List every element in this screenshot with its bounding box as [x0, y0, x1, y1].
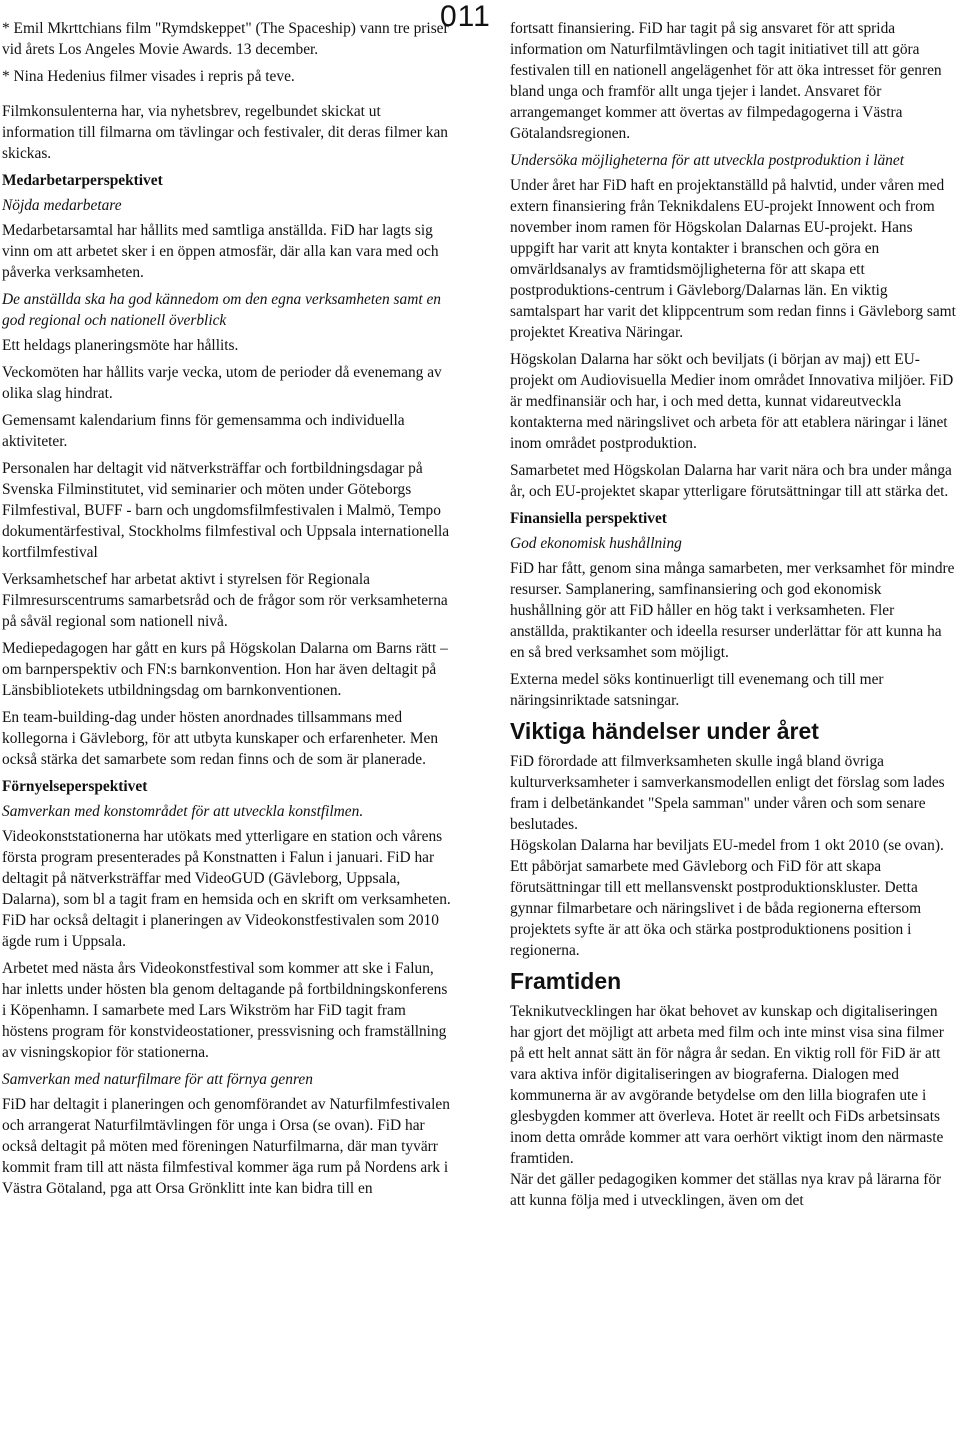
body-paragraph: Under året har FiD haft en projektanställd på halvtid, under våren med extern finansiering från Teknikdalens EU-projekt Innowent och from november inom ramen för Högskolan Dalarnas EU-projekt. Hans uppgift har varit att knyta kontakter i branschen och göra en omvärldsanalys av framtidsmöjligheterna för att skapa ett postproduktions-centrum i Gävleborg/Dalarnas län. En viktig samtalspart har varit det klippcentrum som redan finns i Gävleborg samt projektet Kreativa Näringar.: [510, 177, 956, 341]
body-paragraph: Medarbetarsamtal har hållits med samtliga anställda. FiD har lagts sig vinn om att arbetet sker i en öppen atmosfär, där alla kan vara med och påverka verksamheten.: [2, 222, 439, 281]
right-column: [510, 18, 956, 1211]
body-paragraph: Videokonststationerna har utökats med ytterligare en station och vårens första program presenterades på Konstnatten i Falun i januari. FiD har deltagit på nätverksträffar med VideoGUD (Gävleborg, Uppsala, Dalarna), som bl a tagit fram en hemsida och en skrift om verksamheten. FiD har också deltagit i planeringen av Videokonstfestivalen som 2010 ägde rum i Uppsala.: [2, 828, 451, 950]
body-paragraph: FiD har fått, genom sina många samarbeten, mer verksamhet för mindre resurser. Samplanering, samfinansiering och god ekonomisk hushållning gör att FiD håller en hög takt i verksamheten. Fler anställda, praktikanter och ideella resurser underlättar för att kunna ha en så bred verksamhet som möjligt.: [510, 560, 955, 661]
body-paragraph: När det gäller pedagogiken kommer det ställas nya krav på lärarna för att kunna följa med i utvecklingen, även om det: [510, 1171, 942, 1209]
financial-section-subheading: God ekonomisk hushållning: [510, 535, 682, 552]
body-paragraph: Verksamhetschef har arbetat aktivt i styrelsen för Regionala Filmresurscentrums samarbetsråd och de frågor som rör verksamheterna på såväl regional som nationell nivå.: [2, 571, 448, 630]
left-column: [2, 18, 454, 1199]
intro-paragraph: Filmkonsulenterna har, via nyhetsbrev, regelbundet skickat ut information till filmarna om tävlingar och festivaler, dit deras filmer kan skickas.: [2, 103, 448, 162]
body-paragraph: Arbetet med nästa års Videokonstfestival som kommer att ske i Falun, har inletts under hösten bla genom deltagande på fortbildningskonferens i Köpenhamn. I samarbete med Lars Wikström har FiD tagit fram höstens program för konstvideostationer, pressvisning och framställning av visningskopior för stationerna.: [2, 960, 448, 1061]
note-paragraph: * Nina Hedenius filmer visades i repris på teve.: [2, 68, 295, 85]
body-paragraph: Högskolan Dalarna har sökt och beviljats (i början av maj) ett EU-projekt om Audiovisuella Medier inom området Innovativa miljöer. FiD är medfinansiär och har, i och med detta, kunnat vidareutveckla kontakterna med näringslivet och arbeta för att etablera näringar i länet inom området postproduktion.: [510, 351, 954, 452]
renewal-section-heading: Förnyelseperspektivet: [2, 778, 148, 795]
body-paragraph: FiD förordade att filmverksamheten skulle ingå bland övriga kulturverksamheter i samverkansmodellen enligt det förslag som lades fram i delbetänkandet "Spela samman" under våren och som senare beslutades.: [510, 753, 945, 833]
note-paragraph: * Emil Mkrttchians film "Rymdskeppet" (The Spaceship) vann tre priser vid årets Los Angeles Movie Awards. 13 december.: [2, 20, 449, 58]
postproduction-subheading: Undersöka möjligheterna för att utveckla postproduktion i länet: [510, 152, 904, 169]
body-paragraph: Externa medel söks kontinuerligt till evenemang och till mer näringsinriktade satsningar.: [510, 671, 884, 709]
future-section-heading: Framtiden: [510, 968, 622, 994]
staff-section-heading: Medarbetarperspektivet: [2, 172, 163, 189]
body-paragraph: En team-building-dag under hösten anordnades tillsammans med kollegorna i Gävleborg, för att utbyta kunskaper och erfarenheter. Men också stärka det samarbete som redan finns och de som är planerade.: [2, 709, 439, 768]
body-paragraph: Ett heldags planeringsmöte har hållits.: [2, 337, 239, 354]
body-paragraph: Högskolan Dalarna har beviljats EU-medel from 1 okt 2010 (se ovan).: [510, 837, 944, 854]
body-paragraph: Personalen har deltagit vid nätverksträffar och fortbildningsdagar på Svenska Filminstitutet, vid seminarier och möten under Göteborgs Filmfestival, BUFF - barn och ungdomsfilmfestivalen i Malmö, Tempo dokumentärfestival, Stockholms filmfestival och Uppsala internationella kortfilmfestival: [2, 460, 450, 561]
renewal-section-subheading: Samverkan med naturfilmare för att förnya genren: [2, 1071, 313, 1088]
body-paragraph: Teknikutvecklingen har ökat behovet av kunskap och digitaliseringen har gjort det möjligt att arbeta med film och inte minst visa sina filmer på ett helt annat sätt än för några år sedan. En viktig roll för FiD är att vara aktiva inför digitaliseringen av biograferna. Dialogen med kommunerna är av avgörande betydelse om den lilla biografen ute i glesbygden kommer att överleva. Hotet är reellt och FiDs arbetsinsats inom detta område kommer att vara oerhört viktigt inom den närmaste framtiden.: [510, 1003, 944, 1167]
staff-section-subheading: Nöjda medarbetare: [2, 197, 122, 214]
body-paragraph: Gemensamt kalendarium finns för gemensamma och individuella aktiviteter.: [2, 412, 405, 450]
continuation-paragraph: fortsatt finansiering. FiD har tagit på sig ansvaret för att sprida information om Naturfilmtävlingen och tagit initiativet till att göra festivalen till en nationell angelägenhet för att öka intresset för genren bland unga och framför allt unga tjejer i landet. Ansvaret för arrangemanget kommer att övertas av filmpedagogerna i Västra Götalandsregionen.: [510, 20, 942, 142]
body-paragraph: FiD har deltagit i planeringen och genomförandet av Naturfilmfestivalen och arrangerat Naturfilmtävlingen för unga i Orsa (se ovan). FiD har också deltagit på möten med föreningen Naturfilmarna, där man tyvärr kommit fram till att nästa filmfestival kommer äga rum på Nordens ark i Västra Götaland, pga att Orsa Grönklitt inte kan bidra till en: [2, 1096, 450, 1197]
page-number: 011: [440, 0, 491, 33]
financial-section-heading: Finansiella perspektivet: [510, 510, 667, 527]
body-paragraph: Samarbetet med Högskolan Dalarna har varit nära och bra under många år, och EU-projektet skapar ytterligare förutsättningar till att stärka det.: [510, 462, 952, 500]
body-paragraph: Ett påbörjat samarbete med Gävleborg och FiD för att skapa förutsättningar till ett mellansvenskt postproduktionskluster. Detta gynnar filmarbetare och näringslivet i de båda regionerna eftersom projektets syfte är att öka och stärka postproduktionens position i regionerna.: [510, 858, 922, 959]
renewal-section-subheading: Samverkan med konstområdet för att utveckla konstfilmen.: [2, 803, 364, 820]
body-paragraph: Veckomöten har hållits varje vecka, utom de perioder då evenemang av olika slag hindrat.: [2, 364, 442, 402]
staff-section-subheading: De anställda ska ha god kännedom om den egna verksamheten samt en god regional och nationell överblick: [2, 291, 441, 329]
events-section-heading: Viktiga händelser under året: [510, 718, 819, 744]
body-paragraph: Mediepedagogen har gått en kurs på Högskolan Dalarna om Barns rätt – om barnperspektiv och FN:s barnkonvention. Hon har även deltagit på Länsbibliotekets utbildningsdag om barnkonventionen.: [2, 640, 448, 699]
